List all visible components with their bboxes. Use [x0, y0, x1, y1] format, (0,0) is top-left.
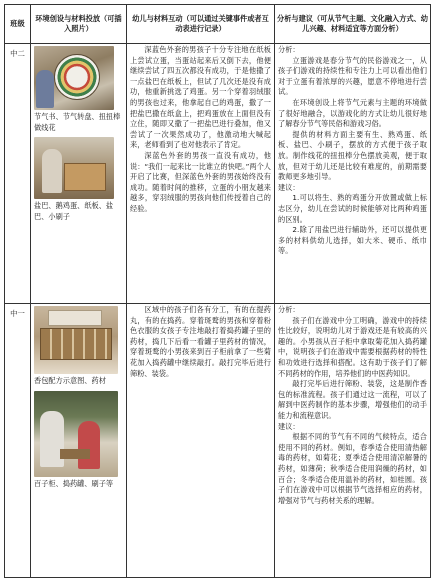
- interaction-cell: [127, 304, 275, 578]
- suggestion-item: 1.可以将生、熟的鸡蛋分开放置或做上标志区分，幼儿在尝试的时候能够对比两种鸡蛋的区别。: [278, 193, 427, 224]
- recipe-chart: [48, 310, 102, 326]
- suggestion-paragraph: 根据不同的节气有不同的气候特点，适合使用不同的药材。例如，春季适合使用清热解毒的药材，如菊花；夏季适合使用清凉解暑的药材，如薄荷；秋季适合使用润燥的药材，如百合；冬季适合使用温补的药材，如桂圆。孩子们在游戏中可以根据节气选择相应的药材，增强对节气与药材关系的理解。: [278, 432, 427, 505]
- egg-tray: [64, 163, 106, 191]
- suggestion-item: 2.除了用盐巴进行辅助外，还可以提供更多的材料供幼儿选择，如大米、硬币、纸巾等。: [278, 225, 427, 256]
- interaction-cell: [127, 44, 275, 304]
- observation-paragraph: 区域中的孩子们各有分工，有的在提药丸，有的在捣药。穿着斑鹜的男孩和穿着粉色衣服的女孩子专注地敲打着捣药罐子里的药材，捣几下后看一看罐子里药材的情况，穿着斑鹜的小男孩来到百子柜前拿了一些菊花加入捣药罐中继续敲打。敲打完毕后进行筛粉、装袋。: [130, 305, 271, 378]
- analysis-label: 分析：: [278, 45, 300, 54]
- photo-caption: 香包配方示意图、药材: [34, 376, 106, 385]
- analysis-paragraph: 敲打完毕后进行筛粉、装袋，这是制作香包的标准流程。孩子们通过这一流程，可以了解到中医药制作的基本步骤，增强他们的动手能力和流程意识。: [278, 379, 427, 420]
- analysis-paragraph: 提供的材料方面主要有生、熟鸡蛋、纸板、盐巴、小刷子，摆放的方式便于孩子取放。制作线花的扭扭棒分色摆放美观，便于取放，但对于幼儿还是比较有难度的，前期需要教师更多地引导。: [278, 129, 427, 182]
- observation-paragraph: 深蓝色外套的男孩子十分专注地在纸板上尝试立蛋，当蛋站起来后又倒下去，他便继续尝试了四五次都没有成功，于是他撒了一点盐巴在纸板上，但试了几次还是没有成功，他重新挑选了鸡蛋。另一个穿着羽绒服的男孩也过来，他拿起自己的鸡蛋，撒了一把盐巴撒在纸盒上，把鸡蛋放在上面但没有立住，随即又撒了一把盐巴进行叠加，他又尝试了一次果然成功了，他激动地大喊起来，老师看到了也对他表示了肯定。: [130, 45, 271, 150]
- herb-cabinet-photo: [34, 306, 118, 374]
- analysis-paragraph: 孩子们在游戏中分工明确，游戏中的持续性比较好，说明幼儿对于游戏还是有较高的兴趣的。小男孩从百子柜中拿取菊花加入捣药罐中，说明孩子们在游戏中需要根据药材的特性和功效进行选择和搭配。这有助于孩子们了解不同药材的作用，培养他们的中医药知识。: [278, 315, 427, 378]
- environment-cell: [31, 304, 127, 578]
- header-environment: 环境创设与材料投放（可插入照片）: [31, 5, 127, 44]
- photo-caption: 节气书、节气转盘、扭扭棒做线花: [34, 112, 121, 132]
- table-row: [5, 304, 431, 578]
- environment-cell: [31, 44, 127, 304]
- observation-paragraph: 深蓝色外套的男孩一直没有成功，他说：“我们一起来比一比谁立的快吧。”两个人开启了比赛，但深蓝色外套的男孩始终没有成功。随着时间的推移，立蛋的小朋友越来越多，穿羽绒服的男孩向他们传授着自己的经验。: [130, 150, 271, 213]
- egg-standing-photo: [34, 137, 114, 199]
- header-class: 班级: [5, 5, 31, 44]
- child-figure: [78, 421, 100, 469]
- photo-caption: 盐巴、鹅鸡蛋、纸板、盐巴、小刷子: [34, 201, 114, 221]
- analysis-paragraph: 在环境创设上将节气元素与主题的环境做了很好地融合，以游戏化的方式让幼儿很好地了解春分节气等民俗和游戏习俗。: [278, 97, 427, 129]
- suggestion-label: 建议：: [278, 421, 300, 431]
- drawer-cabinet: [40, 328, 112, 360]
- record-table: [4, 4, 431, 578]
- header-row: [5, 5, 431, 44]
- child-figure: [36, 70, 54, 108]
- analysis-label: 分析：: [278, 305, 300, 314]
- child-figure: [42, 149, 62, 193]
- header-interaction: 幼儿与材料互动（可以通过关键事件或者互动表进行记录）: [127, 5, 275, 44]
- analysis-paragraph: 立蛋游戏是春分节气的民俗游戏之一，从孩子们游戏的持续性和专注力上可以看出他们对于立蛋有着浓厚的兴趣，愿意不停地进行尝试。: [278, 55, 427, 97]
- analysis-cell: [275, 44, 431, 304]
- class-cell: 中一: [5, 304, 31, 578]
- header-analysis: 分析与建议（可从节气主题、文化融入方式、幼儿兴趣、材料适宜等方面分析）: [275, 5, 431, 44]
- class-cell: 中二: [5, 44, 31, 304]
- analysis-cell: [275, 304, 431, 578]
- pounding-herbs-photo: [34, 391, 118, 477]
- suggestion-label: 建议：: [278, 182, 300, 192]
- wheel-shape: [54, 54, 100, 100]
- photo-caption: 百子柜、捣药罐、刷子等: [34, 478, 114, 488]
- mortar-table: [60, 449, 90, 459]
- table-row: [5, 44, 431, 304]
- solar-term-wheel-photo: [34, 46, 114, 110]
